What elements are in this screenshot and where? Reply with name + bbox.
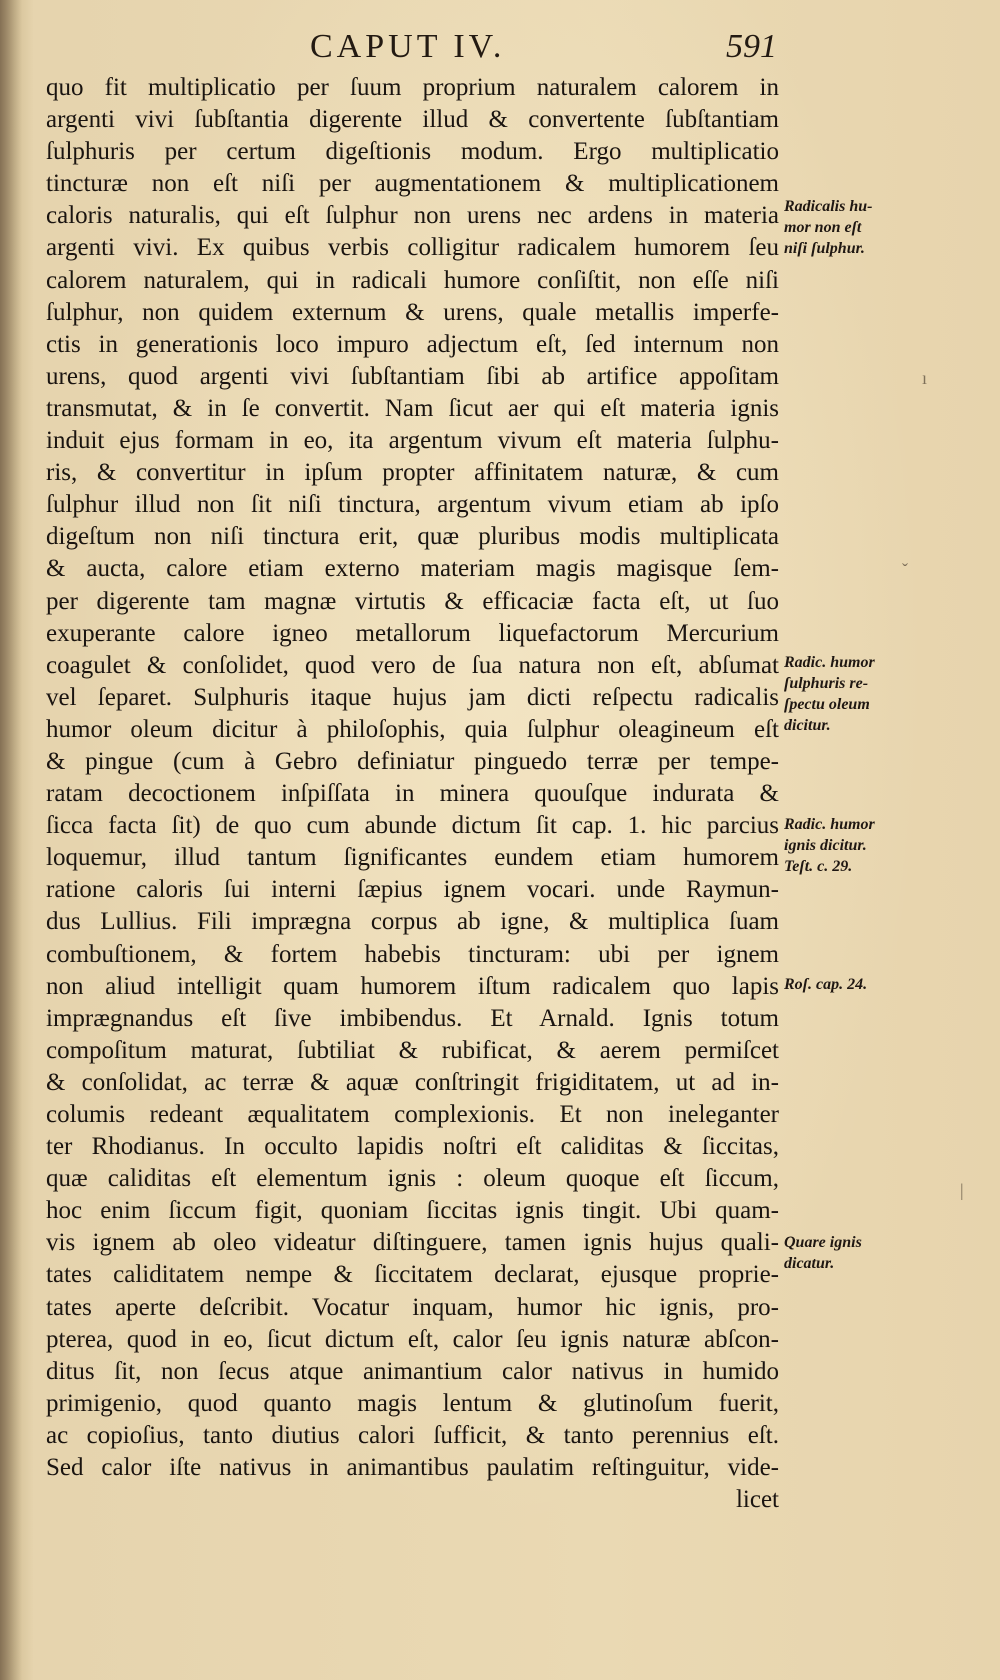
- paper-mark: |: [960, 1180, 964, 1200]
- text-line: caloris naturalis, qui eſt ſulphur non urens nec ardens in materia: [46, 202, 779, 230]
- text-line: ſicca facta ſit) de quo cum abunde dictum ſit cap. 1. hic parcius: [46, 812, 779, 840]
- margin-note: [784, 814, 900, 877]
- text-line: transmutat, & in ſe convertit. Nam ſicut aer qui eſt materia ignis: [46, 394, 779, 422]
- margin-note-line: Radicalis hu-: [784, 198, 873, 215]
- text-line: combuſtionem, & fortem habebis tincturam: ubi per ignem: [46, 940, 779, 968]
- margin-note-line: Roſ. cap. 24.: [784, 976, 868, 993]
- text-line: ſulphur illud non ſit niſi tinctura, argentum vivum etiam ab ipſo: [46, 491, 779, 519]
- text-line: ctis in generationis loco impuro adjectum eſt, ſed internum non: [46, 330, 779, 358]
- text-line: quæ caliditas eſt elementum ignis : oleum quoque eſt ſiccum,: [46, 1165, 779, 1193]
- text-line: & aucta, calore etiam externo materiam magis magisque ſem-: [46, 555, 779, 583]
- page-number: 591: [726, 28, 777, 65]
- spine-shadow: [0, 0, 22, 1680]
- text-line: imprægnandus eſt ſive imbibendus. Et Arnald. Ignis totum: [46, 1004, 779, 1032]
- text-line: urens, quod argenti vivi ſubſtantiam ſibi ab artifice appoſitam: [46, 362, 779, 390]
- text-line: ditus ſit, non ſecus atque animantium calor nativus in humido: [46, 1357, 779, 1385]
- text-line: per digerente tam magnæ virtutis & efficaciæ facta eſt, ut ſuo: [46, 587, 779, 615]
- margin-note-line: ſpectu oleum: [784, 696, 870, 713]
- text-line: ratione caloris ſui interni ſæpius ignem vocari. unde Raymun-: [46, 876, 779, 904]
- margin-note-line: Teſt. c. 29.: [784, 858, 853, 875]
- text-line: coagulet & conſolidet, quod vero de ſua natura non eſt, abſumat: [46, 651, 779, 679]
- text-line: tincturæ non eſt niſi per augmentationem & multiplicationem: [46, 170, 779, 198]
- text-line: hoc enim ſiccum figit, quoniam ſiccitas ignis tingit. Ubi quam-: [46, 1197, 779, 1225]
- text-line: exuperante calore igneo metallorum liquefactorum Mercurium: [46, 619, 779, 647]
- text-line: calorem naturalem, qui in radicali humore conſiſtit, non eſſe niſi: [46, 266, 779, 294]
- margin-note-line: mor non eſt: [784, 219, 862, 236]
- text-line: vel ſeparet. Sulphuris itaque hujus jam dicti reſpectu radicalis: [46, 683, 779, 711]
- running-head: CAPUT IV.: [310, 28, 506, 65]
- paper-mark: ˇ: [902, 560, 908, 580]
- margin-note: [784, 196, 900, 259]
- text-line: columis redeant æqualitatem complexionis. Et non ineleganter: [46, 1101, 779, 1128]
- text-line: Sed calor iſte nativus in animantibus paulatim reſtinguitur, vide-: [46, 1454, 779, 1482]
- body-text: [46, 72, 779, 1516]
- text-line: quo fit multiplicatio per ſuum proprium naturalem calorem in: [46, 74, 779, 101]
- margin-note: [784, 1232, 900, 1274]
- text-line: primigenio, quod quanto magis lentum & glutinoſum fuerit,: [46, 1389, 779, 1417]
- text-line: argenti vivi ſubſtantia digerente illud & convertente ſubſtantiam: [46, 106, 779, 134]
- text-line: & conſolidat, ac terræ & aquæ conſtringit frigiditatem, ut ad in-: [46, 1068, 779, 1096]
- margin-note-line: dicitur.: [784, 717, 831, 734]
- text-line: induit ejus formam in eo, ita argentum vivum eſt materia ſulphu-: [46, 427, 779, 455]
- text-line: tates caliditatem nempe & ſiccitatem declarat, ejusque proprie-: [46, 1261, 779, 1289]
- text-line: & pingue (cum à Gebro definiatur pinguedo terræ per tempe-: [46, 747, 779, 775]
- margin-note-line: niſi ſulphur.: [784, 240, 865, 257]
- text-line: ter Rhodianus. In occulto lapidis noſtri eſt caliditas & ſiccitas,: [46, 1133, 779, 1161]
- margin-note-line: Quare ignis: [784, 1234, 862, 1251]
- text-line: ac copioſius, tanto diutius calori ſufficit, & tanto perennius eſt.: [46, 1421, 779, 1449]
- text-line: humor oleum dicitur à philoſophis, quia ſulphur oleagineum eſt: [46, 715, 779, 743]
- text-line: loquemur, illud tantum ſignificantes eundem etiam humorem: [46, 844, 779, 872]
- text-line: non aliud intelligit quam humorem iſtum radicalem quo lapis: [46, 972, 779, 1000]
- margin-note-line: ignis dicitur.: [784, 837, 867, 854]
- paper-mark: ı: [922, 368, 928, 388]
- text-line: digeſtum non niſi tinctura erit, quæ pluribus modis multiplicata: [46, 523, 779, 551]
- text-line: ſulphur, non quidem externum & urens, quale metallis imperfe-: [46, 298, 779, 326]
- text-line: vis ignem ab oleo videatur diſtinguere, tamen ignis hujus quali-: [46, 1229, 779, 1257]
- margin-note-line: Radic. humor: [784, 654, 875, 671]
- text-line: ſulphuris per certum digeſtionis modum. Ergo multiplicatio: [46, 138, 779, 166]
- catchword: licet: [735, 1486, 779, 1514]
- margin-note-line: Radic. humor: [784, 816, 875, 833]
- margin-note-line: dicatur.: [784, 1255, 835, 1272]
- text-line: tates aperte deſcribit. Vocatur inquam, humor hic ignis, pro-: [46, 1293, 779, 1321]
- margin-note-line: ſulphuris re-: [784, 675, 869, 692]
- text-line: ratam decoctionem inſpiſſata in minera quouſque indurata &: [46, 780, 779, 808]
- text-line: pterea, quod in eo, ſicut dictum eſt, calor ſeu ignis naturæ abſcon-: [46, 1325, 779, 1353]
- margin-note: [784, 652, 900, 736]
- page-header: [45, 26, 785, 74]
- text-line: argenti vivi. Ex quibus verbis colligitur radicalem humorem ſeu: [46, 234, 779, 262]
- text-line: dus Lullius. Fili imprægna corpus ab igne, & multiplica ſuam: [46, 908, 779, 936]
- text-line: compoſitum maturat, ſubtiliat & rubificat, & aerem permiſcet: [46, 1036, 779, 1064]
- margin-note: [784, 974, 900, 995]
- text-line: ris, & convertitur in ipſum propter affinitatem naturæ, & cum: [46, 459, 779, 487]
